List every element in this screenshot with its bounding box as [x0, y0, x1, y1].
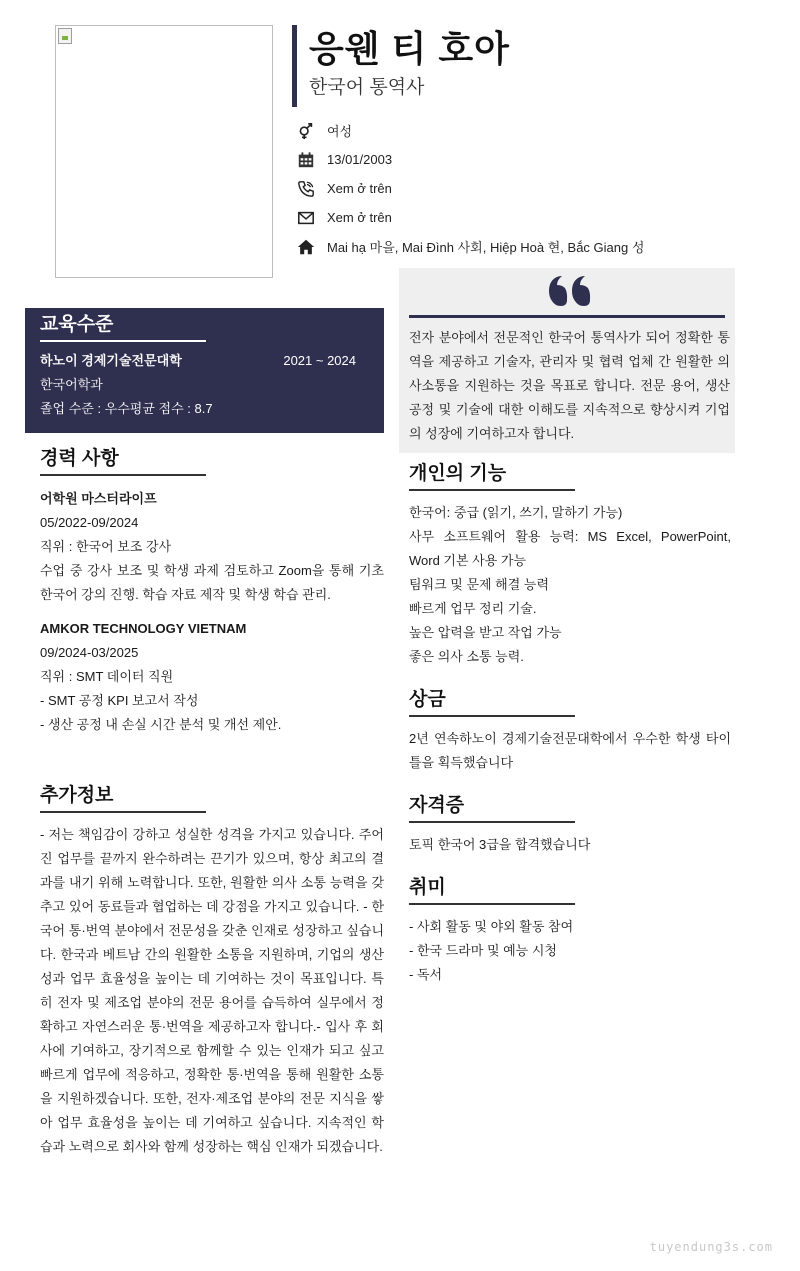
education-section: [25, 308, 384, 433]
awards-text: 2년 연속하노이 경제기술전문대학에서 우수한 학생 타이틀을 획득했습니다: [409, 731, 731, 770]
info-birthdate-text: 13/01/2003: [327, 152, 393, 167]
broken-image-icon: [58, 28, 72, 44]
education-school-row: [40, 349, 369, 373]
info-phone-text: Xem ở trên: [327, 181, 392, 196]
info-phone: [297, 174, 767, 203]
personal-info: [297, 116, 767, 261]
job-period: 05/2022-09/2024: [40, 515, 139, 530]
additional-info-text: - 저는 책임감이 강하고 성실한 성격을 가지고 있습니다. 주어진 업무를 끝까지 완수하려는 끈기가 있으며, 항상 최고의 결과를 내기 위해 노력합니다. 또한, 원활한 의사 소통 능력을 갖추고 있어 동료들과 협업하는 데 강점을 가지고 있습니다. - 한국어 통·번역 분야에서 전문성을 갖춘 인재로 성장하고 싶습니다. 한국과 베트남 간의 원활한 소통을 지원하며, 기업의 생산성과 업무 효율성을 높이는 데 기여하는 것이 목표입니다. 특히 전자 및 제조업 분야의 전문 용어를 습득하여 실무에서 정확하고 자연스러운 통·번역을 제공하고자 합니다.- 입사 후 회사에 기여하고, 장기적으로 함께할 수 있는 인재가 되고 싶고 빠르게 업무에 적응하고, 정확한 통·번역을 통해 원활한 소통을 지원하겠습니다. 또한, 전자·제조업 분야의 전문 지식을 쌓아 업무 효율성을 높이는 데 기여하고 싶습니다. 지속적인 학습과 노력으로 회사와 함께 성장하는 핵심 인재가 되겠습니다.: [40, 827, 384, 1154]
skill-item: 사무 소프트웨어 활용 능력: MS Excel, PowerPoint, Word 기본 사용 가능: [409, 529, 731, 568]
skill-item: 좋은 의사 소통 능력.: [409, 649, 524, 664]
objective-text: 전자 분야에서 전문적인 한국어 통역사가 되어 정확한 통역을 제공하고 기술자, 관리자 및 협력 업체 간 원활한 의사소통을 지원하는 것을 목표로 합니다. 전문 용어, 생산 공정 및 기술에 대한 이해도를 지속적으로 향상시켜 기업의 성장에 기여하고자 합니다.: [409, 330, 730, 441]
info-address-text: Mai hạ 마을, Mai Đình 사회, Hiệp Hoà 현, Bắc Giang 성: [327, 240, 645, 255]
info-gender: [297, 116, 767, 145]
certificates-title: 자격증: [409, 792, 575, 823]
certificates-text: 토픽 한국어 3급을 합격했습니다: [409, 837, 591, 852]
hobby-item: - 독서: [409, 967, 443, 982]
job-period: 09/2024-03/2025: [40, 645, 139, 660]
info-email-text: Xem ở trên: [327, 210, 392, 225]
job-duty: - 생산 공정 내 손실 시간 분석 및 개선 제안.: [40, 717, 282, 732]
job-position: 직위 : SMT 데이터 직원: [40, 669, 174, 684]
phone-icon: [297, 180, 315, 198]
gender-icon: [297, 122, 315, 140]
awards-section: [409, 686, 731, 775]
education-major: 한국어학과: [40, 377, 103, 392]
quote-icon: [409, 274, 730, 312]
school-name: 하노이 경제기술전문대학: [40, 353, 182, 368]
hobby-item: - 사회 활동 및 야외 활동 참여: [409, 919, 574, 934]
hobbies-title: 취미: [409, 874, 575, 905]
experience-item: [40, 487, 384, 607]
candidate-name: 응웬 티 호아: [309, 28, 510, 69]
job-duty: - SMT 공정 KPI 보고서 작성: [40, 693, 199, 708]
job-description: 수업 중 강사 보조 및 학생 과제 검토하고 Zoom을 통해 기초 한국어 강의 진행. 학습 자료 제작 및 학생 학습 관리.: [40, 563, 384, 602]
skill-item: 한국어: 중급 (읽기, 쓰기, 말하기 가능): [409, 505, 623, 520]
info-birthdate: [297, 145, 767, 174]
additional-info-title: 추가정보: [40, 782, 206, 813]
school-period: 2021 ~ 2024: [283, 353, 356, 368]
experience-title: 경력 사항: [40, 445, 206, 476]
skills-section: [409, 460, 731, 669]
job-title: 한국어 통역사: [309, 77, 425, 98]
career-objective: [399, 268, 735, 453]
job-position: 직위 : 한국어 보조 강사: [40, 539, 172, 554]
calendar-icon: [297, 151, 315, 169]
info-gender-text: 여성: [327, 124, 353, 139]
company-name: 어학원 마스터라이프: [40, 491, 157, 506]
name-block: [292, 25, 732, 107]
hobbies-section: [409, 874, 731, 987]
education-title: 교육수준: [40, 311, 206, 342]
skill-item: 팀워크 및 문제 해결 능력: [409, 577, 550, 592]
experience-item: [40, 617, 384, 737]
education-grade: 졸업 수준 : 우수평균 점수 : 8.7: [40, 401, 213, 416]
info-email: [297, 203, 767, 232]
home-icon: [297, 238, 315, 256]
company-name: AMKOR TECHNOLOGY VIETNAM: [40, 621, 247, 636]
additional-info-section: [40, 782, 384, 1159]
skills-title: 개인의 기능: [409, 460, 575, 491]
profile-photo: [55, 25, 273, 278]
skill-item: 높은 압력을 받고 작업 가능: [409, 625, 562, 640]
quote-divider: [409, 315, 725, 318]
email-icon: [297, 209, 315, 227]
certificates-section: [409, 792, 731, 857]
watermark: tuyendung3s.com: [649, 1240, 773, 1254]
experience-section: [40, 445, 384, 737]
info-address: [297, 232, 767, 261]
hobby-item: - 한국 드라마 및 예능 시청: [409, 943, 557, 958]
awards-title: 상금: [409, 686, 575, 717]
skill-item: 빠르게 업무 정리 기술.: [409, 601, 537, 616]
